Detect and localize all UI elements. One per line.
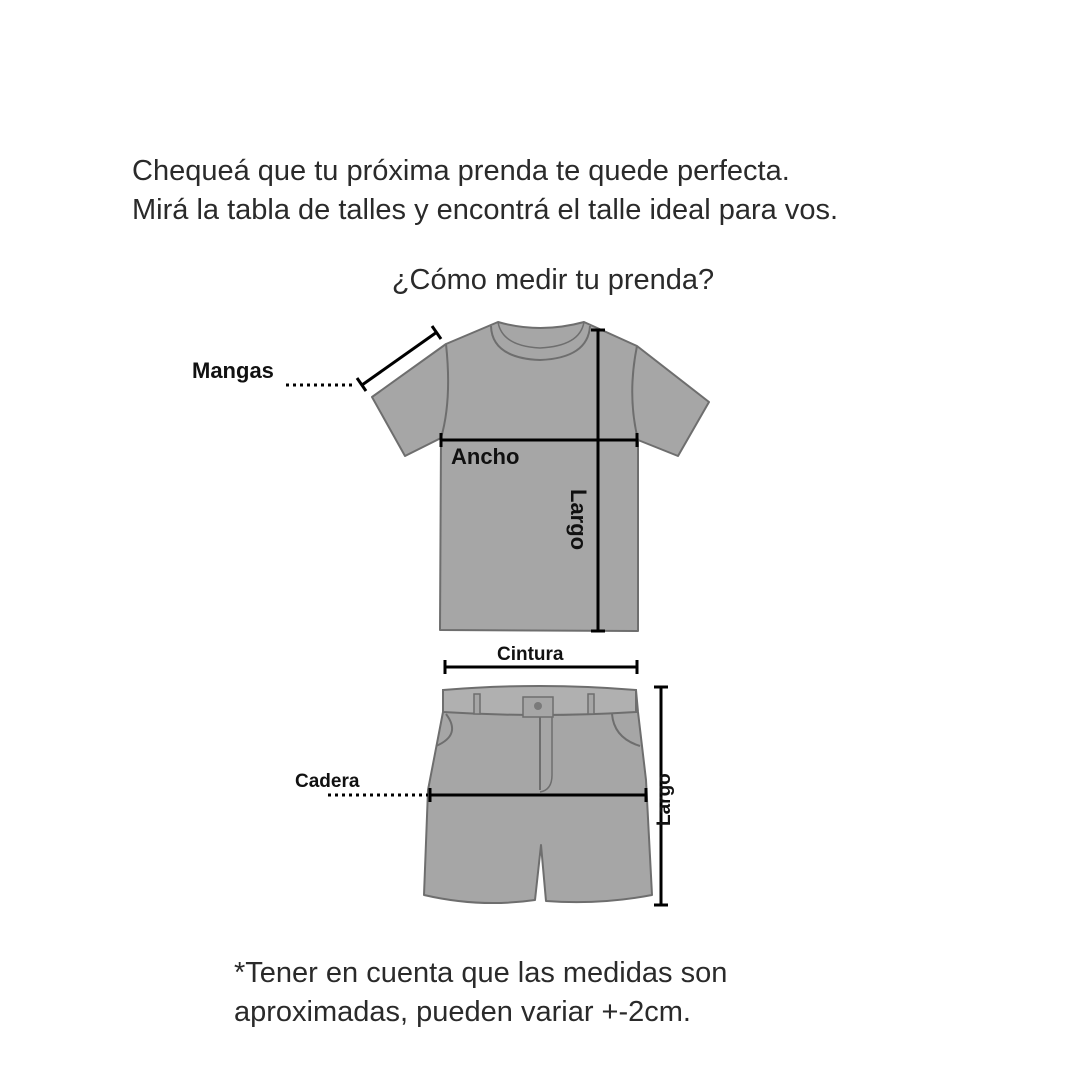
intro-line-2: Mirá la tabla de talles y encontrá el talle ideal para vos. <box>132 194 839 226</box>
sleeve-label: Mangas <box>192 358 274 383</box>
note-line-1: *Tener en cuenta que las medidas son <box>234 957 728 989</box>
belt-loop-right <box>588 694 594 714</box>
width-label: Ancho <box>451 444 520 469</box>
intro-line-1: Chequeá que tu próxima prenda te quede perfecta. <box>132 155 790 187</box>
disclaimer-note <box>234 954 727 1032</box>
shorts-body <box>424 690 652 903</box>
shirt-length-label: Largo <box>566 489 591 551</box>
how-to-measure-heading: ¿Cómo medir tu prenda? <box>391 264 715 296</box>
shorts-button <box>534 702 542 710</box>
shorts-length-label: Largo <box>654 773 675 826</box>
note-line-2: aproximadas, pueden variar +-2cm. <box>234 996 691 1028</box>
waist-label: Cintura <box>497 644 564 665</box>
tshirt-body <box>372 322 709 631</box>
hip-label: Cadera <box>295 771 360 792</box>
tshirt-illustration <box>372 322 709 631</box>
belt-loop-left <box>474 694 480 714</box>
